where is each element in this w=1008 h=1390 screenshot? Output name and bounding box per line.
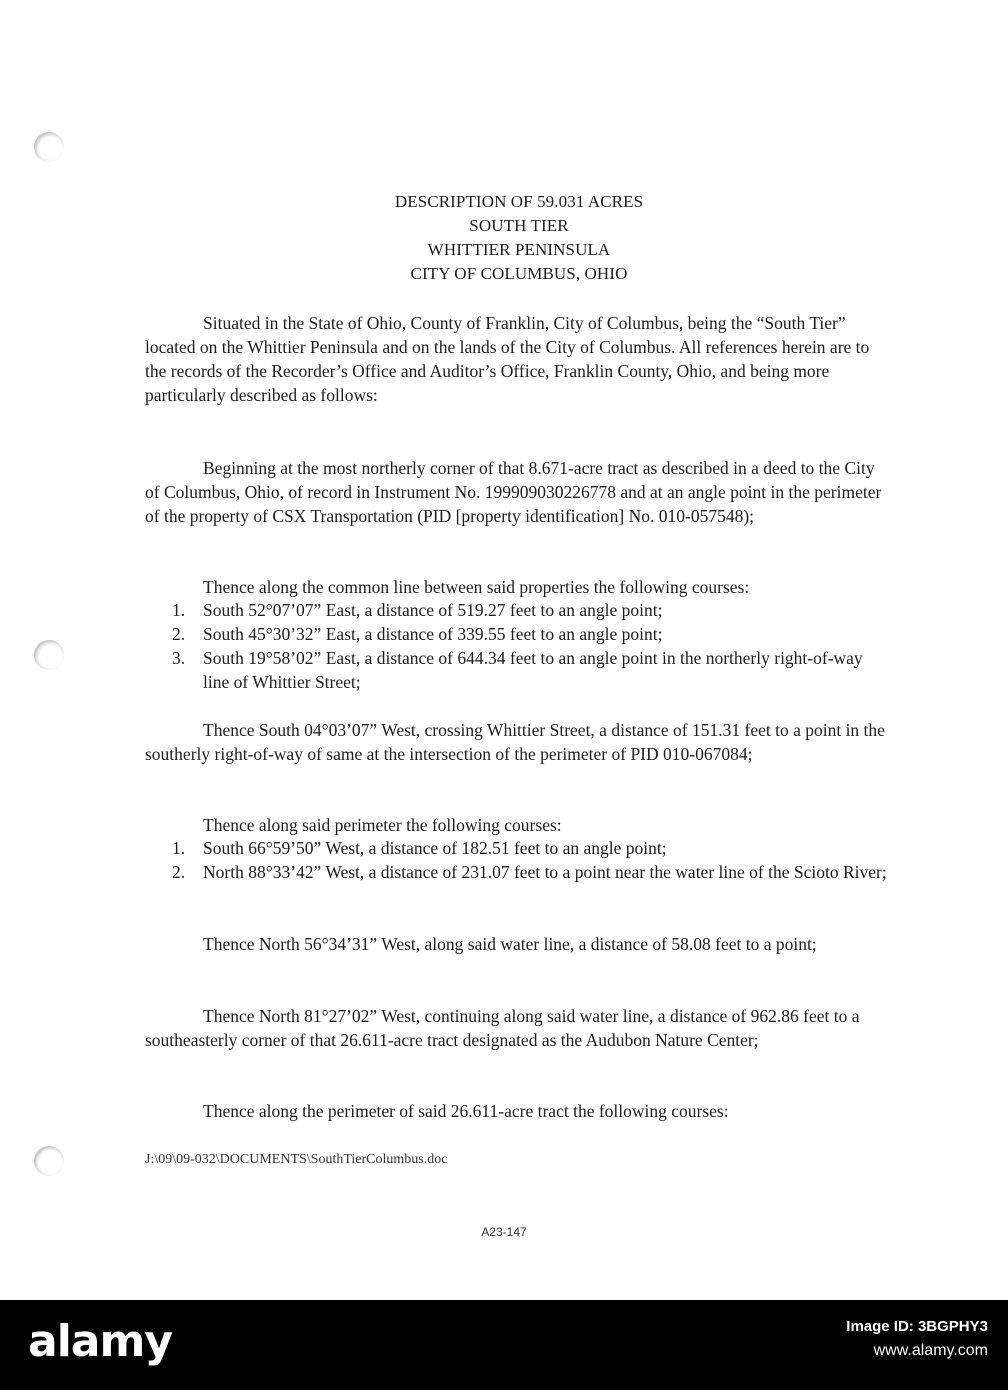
title-line-3: WHITTIER PENINSULA xyxy=(427,240,611,259)
file-path: J:\09\09-032\DOCUMENTS\SouthTierColumbus.doc xyxy=(145,1152,448,1167)
stock-site: www.alamy.com xyxy=(873,1342,988,1359)
punch-hole-middle xyxy=(34,640,64,670)
paragraph-audubon-perimeter: Thence along the perimeter of said 26.611-acre tract the following courses: xyxy=(203,1101,729,1121)
stock-info xyxy=(846,1316,988,1364)
title-line-1: DESCRIPTION OF 59.031 ACRES xyxy=(394,192,644,211)
paragraph-perimeter: Thence along said perimeter the following courses: xyxy=(203,815,562,835)
punch-hole-bottom xyxy=(34,1146,64,1176)
course-list-item: 2. North 88°33’42” West, a distance of 231.07 feet to a point near the water line of the Scioto River; xyxy=(172,862,887,882)
course-list-item: 1. South 66°59’50” West, a distance of 182.51 feet to an angle point; xyxy=(172,838,667,858)
paragraph-common-line: Thence along the common line between said properties the following courses: xyxy=(203,577,750,597)
paragraph-beginning: Beginning at the most northerly corner of that 8.671-acre tract as described in a deed to the City of Columbus, Ohio, of record in Instrument No. 199909030226778 and at an angle point in the perimeter of the property of CSX Transportation (PID [property identification] No. 010-057548); xyxy=(145,458,882,526)
punch-hole-top xyxy=(34,132,64,162)
paragraph-water-line: Thence North 56°34’31” West, along said water line, a distance of 58.08 feet to a point; xyxy=(203,934,817,954)
course-list-item: 3. South 19°58’02” East, a distance of 644.34 feet to an angle point in the northerly right-of-way line of Whittier Street; xyxy=(172,648,863,692)
paragraph-situated: Situated in the State of Ohio, County of Franklin, City of Columbus, being the “South Tier” located on the Whittier Peninsula and on the lands of the City of Columbus. All references herein are to the records of the Recorder’s Office and Auditor’s Office, Franklin County, Ohio, and being more particularly described as follows: xyxy=(145,313,870,405)
paragraph-whittier-crossing: Thence South 04°03’07” West, crossing Whittier Street, a distance of 151.31 feet to a point in the southerly right-of-way of same at the intersection of the perimeter of PID 010-067084; xyxy=(145,720,885,764)
course-list-item: 1. South 52°07’07” East, a distance of 519.27 feet to an angle point; xyxy=(172,600,663,620)
image-id: Image ID: 3BGPHY3 xyxy=(846,1318,988,1335)
page-code: A23-147 xyxy=(481,1225,527,1239)
paragraph-continuing-water-line: Thence North 81°27’02” West, continuing along said water line, a distance of 962.86 feet to a southeasterly corner of that 26.611-acre tract designated as the Audubon Nature Center; xyxy=(145,1006,860,1050)
alamy-logo: alamy xyxy=(28,1316,172,1367)
document-title xyxy=(0,190,1008,286)
title-line-4: CITY OF COLUMBUS, OHIO xyxy=(410,264,628,283)
title-line-2: SOUTH TIER xyxy=(469,216,569,235)
course-list-item: 2. South 45°30’32” East, a distance of 339.55 feet to an angle point; xyxy=(172,624,663,644)
